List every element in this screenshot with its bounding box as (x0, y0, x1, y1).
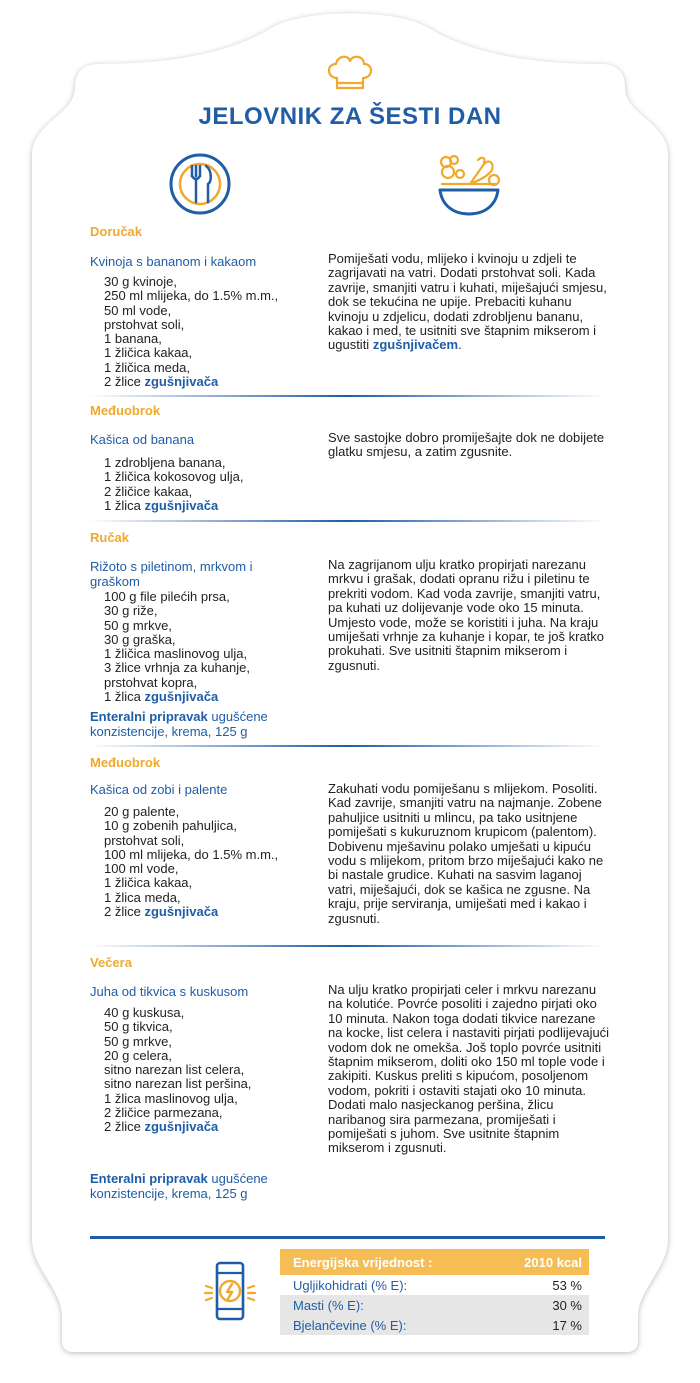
ingredient: prstohvat soli, (104, 832, 185, 848)
footer-divider (90, 1236, 605, 1239)
ingredient-list (104, 275, 304, 389)
energy-row-value: 30 % (552, 1297, 582, 1313)
instructions: Na zagrijanom ulju kratko propirjati narezanu mrkvu i grašak, dodati opranu rižu i piletinu te prekriti vodom. Kad voda zavrije, smanjiti vatru, pa kuhati uz dolijevanje vode oko 15 minuta. Umjesto vode, može se koristiti i juha. Na kraju umiješati vrhnje za kuhanje i kopar, te još kratko prokuhati. Sve usitniti štapnim mikserom i zgusnuti. (328, 557, 605, 673)
ingredient: 10 g zobenih pahuljica, (104, 818, 237, 834)
ingredient: 100 ml vode, (104, 861, 179, 877)
ingredient: sitno narezan list celera, (104, 1062, 245, 1078)
chef-hat-icon (323, 52, 377, 94)
ingredient-list (104, 456, 304, 513)
divider (88, 745, 606, 747)
enteral-label: Enteralni pripravak (90, 709, 208, 724)
section-title-dinner: Večera (90, 955, 132, 970)
ingredient-list (104, 805, 304, 919)
ingredient: prstohvat soli, (104, 316, 185, 332)
instructions-end: . (458, 337, 462, 353)
thickener-highlight: zgušnjivačem (372, 337, 459, 353)
ingredient: 1 zdrobljena banana, (104, 455, 226, 470)
salad-bowl-icon (434, 150, 504, 220)
phone-energy-icon (200, 1259, 260, 1325)
ingredient: 50 g tikvica, (104, 1019, 173, 1035)
ingredient-list (104, 1006, 304, 1135)
section-title-lunch: Ručak (90, 530, 130, 545)
instructions: Na ulju kratko propirjati celer i mrkvu narezanu na kolutiće. Povrće posoliti i zajedno pirjati oko 10 minuta. Nakon toga dodati tikvice narezane na kocke, list celera i nastaviti pirjati podlijevajući vodom dok ne omekša. Još toplo povrće usitniti štapnim mikserom, doliti oko 150 ml tople vode i zakipiti. Kuskus preliti s kipućom, posoljenom vodom, pokriti i ostaviti stajati oko 10 minuta. Dodati malo nasjeckanog peršina, žlicu naribanog sira parmezana, promiješati i pomiješati s juhom. Sve usitnite štapnim mikserom i zgusnuti. (328, 982, 610, 1156)
enteral-formula (90, 1172, 305, 1201)
thickener-highlight: zgušnjivača (144, 904, 219, 920)
ingredient: sitno narezan list peršina, (104, 1076, 252, 1092)
ingredient: 20 g celera, (104, 1047, 172, 1063)
ingredient-amount: 2 žlice (104, 374, 141, 390)
section-title-snack: Međuobrok (90, 403, 161, 418)
enteral-formula (90, 710, 305, 739)
energy-row-label: Bjelančevine (% E): (293, 1317, 407, 1333)
ingredient: 40 g kuskusa, (104, 1005, 185, 1020)
ingredient-thickener (104, 375, 304, 389)
ingredient: 1 žlica meda, (104, 889, 181, 905)
ingredient: 1 banana, (104, 331, 162, 347)
energy-row-label: Masti (% E): (293, 1297, 364, 1313)
divider (88, 520, 606, 522)
dish-name: Kašica od banana (90, 432, 195, 447)
enteral-text: ugušćene konzistencije, krema, 125 g (90, 709, 268, 739)
instructions-text: Pomiješati vodu, mlijeko i kvinoju u zdjeli te zagrijavati na vatri. Dodati prstohvat soli. Kada zavrije, smanjiti vatru i kuhati, miješajući smjesu, dok se tekućina ne upije. Prebaciti kuhanu kvinoju u zdjelicu, dodati zdrobljenu bananu, kakao i med, te usitniti sve štapnim mikserom i ugustiti (328, 251, 607, 353)
instructions: Sve sastojke dobro promiješajte dok ne dobijete glatku smjesu, a zatim zgusnite. (328, 430, 605, 460)
thickener-highlight: zgušnjivača (144, 497, 219, 513)
dish-name: Juha od tikvica s kuskusom (90, 984, 249, 999)
ingredient: 50 g mrkve, (104, 1033, 172, 1049)
ingredient: 100 g file pilećih prsa, (104, 589, 230, 604)
energy-header (280, 1249, 589, 1275)
instructions (328, 252, 613, 353)
energy-row-value: 17 % (552, 1317, 582, 1333)
ingredient: prstohvat kopra, (104, 674, 198, 690)
ingredient: 30 g riže, (104, 603, 158, 619)
ingredient: 3 žlice vrhnja za kuhanje, (104, 660, 250, 676)
ingredient: 50 ml vode, (104, 302, 172, 318)
ingredient: 2 žličice kakaa, (104, 483, 193, 499)
ingredient-thickener (104, 905, 304, 919)
thickener-highlight: zgušnjivača (144, 374, 219, 390)
divider (88, 395, 606, 397)
ingredient-amount: 1 žlica (104, 689, 141, 705)
ingredient: 1 žličica meda, (104, 359, 190, 375)
ingredient-thickener (104, 499, 304, 513)
ingredient: 250 ml mlijeka, do 1.5% m.m., (104, 288, 279, 304)
ingredient: 2 žličice parmezana, (104, 1105, 223, 1121)
instructions: Zakuhati vodu pomiješanu s mlijekom. Posoliti. Kad zavrije, smanjiti vatru na najmanje. Zobene pahuljice usitniti u mlincu, pa tako usitnjene pomiješati s kukuruznom krupicom (palentom). Dobivenu mješavinu polako umješati u kipuću vodu s mlijekom, pritom brzo miješajući kako ne bi nastale grudice. Kuhati na sasvim laganoj vatri, miješajući, dok se kašica ne zgusne. Na kraju, prije serviranja, umiješati med i kakao i zgusnuti. (328, 781, 604, 926)
divider (88, 945, 606, 947)
ingredient: 30 g kvinoje, (104, 274, 177, 289)
dish-name: Kvinoja s bananom i kakaom (90, 254, 257, 269)
thickener-highlight: zgušnjivača (144, 1119, 219, 1135)
energy-row-label: Ugljikohidrati (% E): (293, 1277, 408, 1293)
page-title: JELOVNIK ZA ŠESTI DAN (198, 103, 502, 130)
energy-row-fats (280, 1295, 589, 1315)
ingredient: 1 žličica kokosovog ulja, (104, 469, 244, 485)
ingredient-amount: 2 žlice (104, 1119, 141, 1135)
section-title-breakfast: Doručak (90, 224, 143, 239)
energy-header-label: Energijska vrijednost : (293, 1254, 433, 1270)
ingredient: 20 g palente, (104, 804, 180, 819)
ingredient: 1 žličica kakaa, (104, 875, 193, 891)
energy-header-value: 2010 kcal (524, 1254, 582, 1270)
dish-name: Rižoto s piletinom, mrkvom i graškom (90, 559, 253, 589)
plate-utensils-icon (168, 152, 232, 216)
energy-row-protein (280, 1315, 589, 1335)
ingredient-amount: 1 žlica (104, 497, 141, 513)
enteral-text: ugušćene konzistencije, krema, 125 g (90, 1171, 268, 1201)
ingredient: 1 žličica maslinovog ulja, (104, 646, 248, 662)
ingredient: 1 žlica maslinovog ulja, (104, 1090, 238, 1106)
ingredient: 30 g graška, (104, 631, 176, 647)
ingredient-amount: 2 žlice (104, 904, 141, 920)
ingredient-list (104, 590, 304, 704)
energy-row-value: 53 % (552, 1277, 582, 1293)
energy-table (280, 1249, 589, 1335)
thickener-highlight: zgušnjivača (144, 689, 219, 705)
ingredient-thickener (104, 1120, 304, 1134)
dish-name: Kašica od zobi i palente (90, 782, 228, 797)
ingredient-thickener (104, 690, 304, 704)
ingredient: 100 ml mlijeka, do 1.5% m.m., (104, 846, 279, 862)
energy-row-carbs (280, 1275, 589, 1295)
ingredient: 50 g mrkve, (104, 617, 172, 633)
enteral-label: Enteralni pripravak (90, 1171, 208, 1186)
section-title-snack: Međuobrok (90, 755, 161, 770)
ingredient: 1 žličica kakaa, (104, 345, 193, 361)
